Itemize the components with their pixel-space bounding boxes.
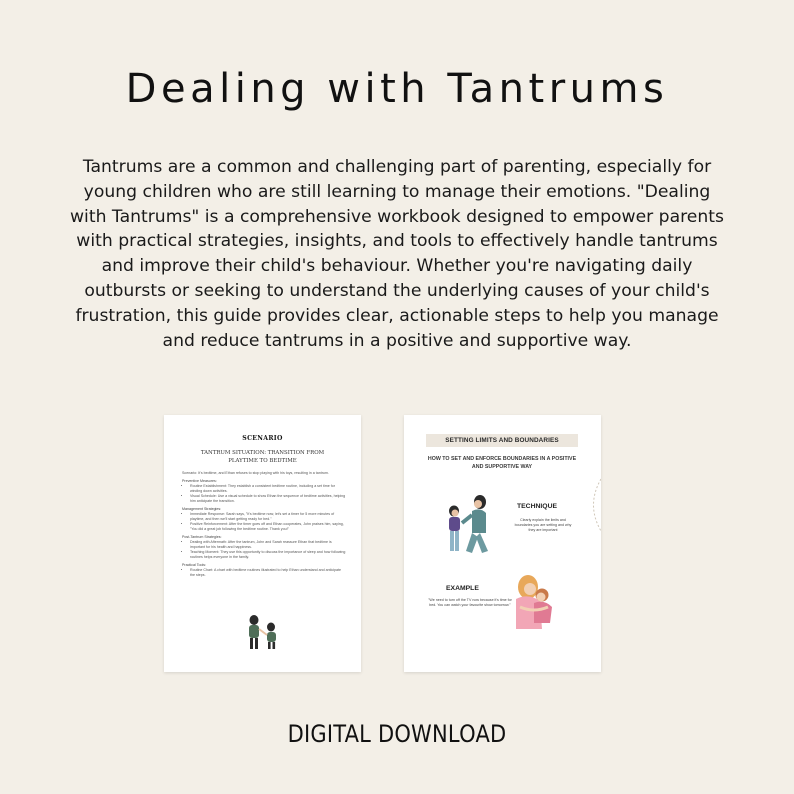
list-item: • Routine Chart: A chart with bedtime routines illustrated to help Ethan understand and anticipate the steps. — [190, 568, 346, 578]
boundaries-banner: SETTING LIMITS AND BOUNDARIES — [426, 434, 578, 447]
preview-page-scenario[interactable] — [164, 415, 361, 672]
product-description: Tantrums are a common and challenging part of parenting, especially for young children who are still learning to manage their emotions. "Dealing with Tantrums" is a comprehensive workbook designed to empower parents with practical strategies, insights, and tools to effectively handle tantrums and improve their child's behaviour. Whether you're navigating daily outbursts or seeking to understand the underlying causes of your child's frustration, this guide provides clear, actionable steps to help you manage and reduce tantrums in a positive and supportive way. — [70, 157, 724, 351]
scenario-heading: SCENARIO — [242, 435, 283, 442]
example-label: EXAMPLE — [446, 585, 479, 592]
page-title: Dealing with Tantrums — [125, 66, 669, 112]
scenario-body — [182, 471, 346, 578]
dashed-arc-decoration — [584, 477, 601, 533]
list-item: • Teaching Moment: They use this opportunity to discuss the importance of sleep and how following routines helps everyone in the family. — [190, 550, 346, 560]
example-text: "We need to turn off the TV now because it's time for bed. You can watch your favourite show tomorrow." — [428, 598, 512, 607]
section-title: Preventive Measures: — [182, 478, 217, 483]
digital-download-label: DIGITAL DOWNLOAD — [287, 720, 507, 748]
list-item: • Positive Reinforcement: After the timer goes off and Ethan cooperates, John praises him, saying, "You did a great job following the bedtime routine. Thank you!" — [190, 522, 346, 532]
section-list — [182, 512, 346, 532]
section-list — [182, 540, 346, 560]
technique-text: Clearly explain the limits and boundaries you are setting and why they are important — [514, 518, 572, 532]
section-list — [182, 568, 346, 578]
section-title: Post-Tantrum Strategies: — [182, 534, 222, 539]
hugging-illustration — [510, 573, 560, 631]
section-title: Management Strategies: — [182, 506, 222, 511]
parent-child-illustration — [242, 614, 284, 650]
preview-page-boundaries[interactable] — [404, 415, 601, 672]
boundaries-subtitle: HOW TO SET AND ENFORCE BOUNDARIES IN A POSITIVE AND SUPPORTIVE WAY — [427, 456, 577, 471]
list-item: • Immediate Response: Sarah says, "It's bedtime now; let's set a timer for 5 more minutes of playtime, and then we'll start getting ready for bed." — [190, 512, 346, 522]
technique-label: TECHNIQUE — [517, 503, 558, 510]
list-item: • Dealing with Aftermath: After the tantrum, John and Sarah reassure Ethan that bedtime is important for his health and happiness. — [190, 540, 346, 550]
scenario-intro: Scenario: It's bedtime, and Ethan refuses to stop playing with his toys, resulting in a tantrum. — [182, 471, 329, 475]
section-list — [182, 484, 346, 504]
list-item: • Routine Establishment: They establish a consistent bedtime routine, including a set time for winding down activities. — [190, 484, 346, 494]
scenario-subheading: TANTRUM SITUATION: TRANSITION FROM PLAYTIME TO BEDTIME — [200, 450, 325, 464]
parent-crouching-illustration — [442, 493, 498, 557]
list-item: • Visual Schedule: Use a visual schedule to show Ethan the sequence of bedtime activities, helping him anticipate the transition. — [190, 494, 346, 504]
section-title: Practical Tools: — [182, 562, 207, 567]
